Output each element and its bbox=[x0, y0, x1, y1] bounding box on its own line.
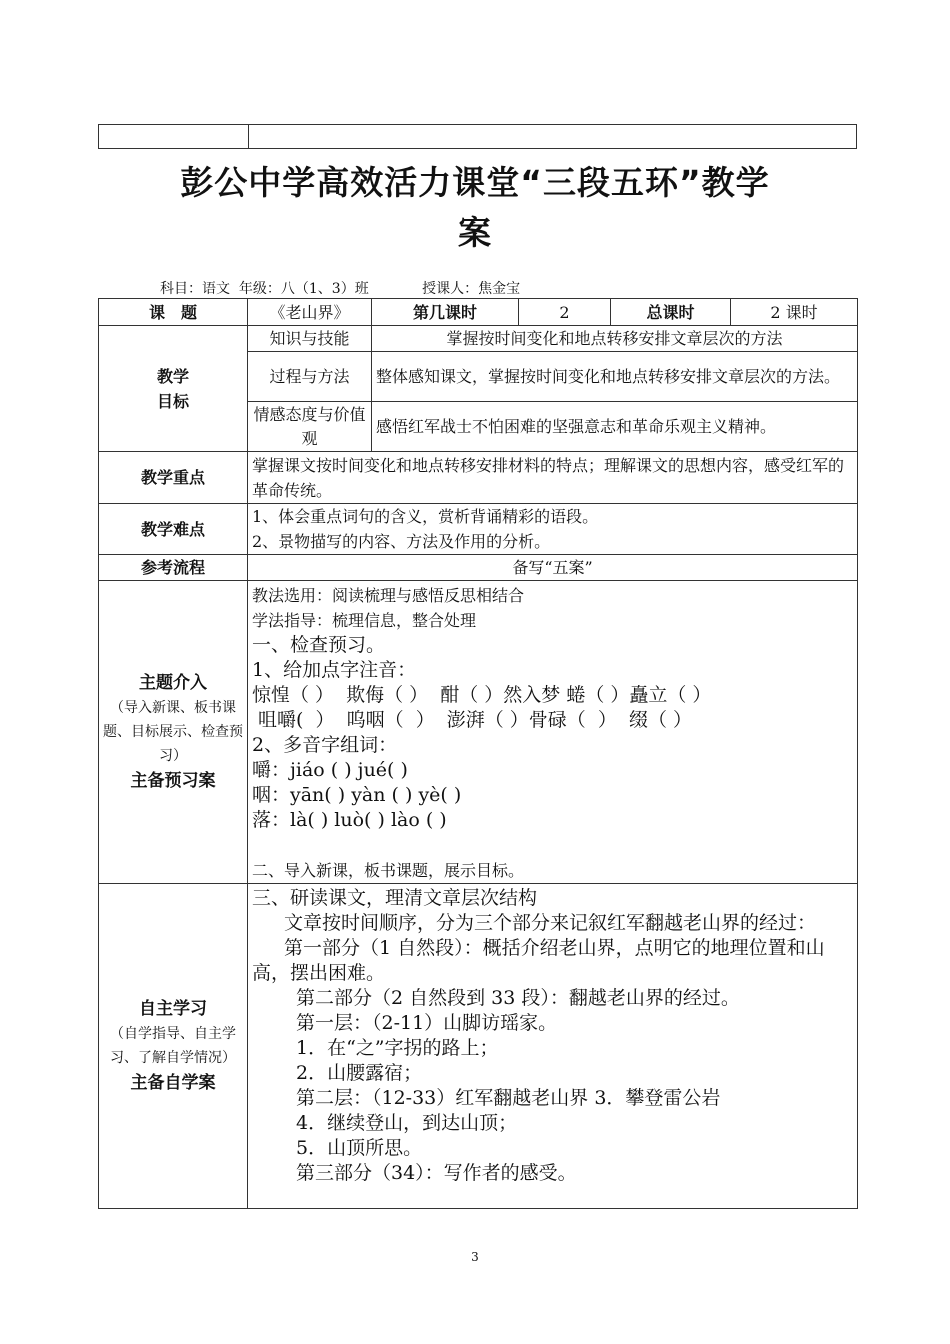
topic-label: 课 题 bbox=[99, 299, 248, 326]
objective-text: 掌握按时间变化和地点转移安排文章层次的方法 bbox=[372, 326, 858, 352]
self-study-content bbox=[248, 884, 858, 1209]
study-line: 第一部分（1 自然段）：概括介绍老山界，点明它的地理位置和山高，摆出困难。 bbox=[252, 937, 825, 984]
intro-content bbox=[248, 581, 858, 884]
subject-meta: 科目：语文 年级：八（1、3）班 授课人：焦金宝 bbox=[160, 281, 521, 297]
preview-line: 咀嚼( ） 呜咽（ ） 澎湃（ ）骨碌（ ） 缀（ ） bbox=[252, 709, 693, 731]
study-line: 4．继续登山，到达山顶； bbox=[296, 1112, 518, 1134]
intro-subtitle: （导入新课、板书课题、目标展示、检查预习） bbox=[103, 700, 243, 764]
preview-line: 落：là( ) luò( ) lào ( ) bbox=[252, 809, 447, 831]
preview-line: 咽：yān( ) yàn ( ) yè( ) bbox=[252, 784, 462, 806]
page-number: 3 bbox=[471, 1250, 479, 1264]
topic-value: 《老山界》 bbox=[248, 299, 372, 326]
key-points-text: 掌握课文按时间变化和地点转移安排材料的特点；理解课文的思想内容，感受红军的革命传统。 bbox=[248, 452, 858, 504]
flow-row bbox=[99, 555, 858, 581]
objective-name: 过程与方法 bbox=[248, 352, 372, 402]
lesson-plan-table bbox=[98, 298, 858, 1209]
study-line: 三、研读课文，理清文章层次结构 bbox=[252, 887, 538, 909]
difficulties-row bbox=[99, 504, 858, 555]
key-points-row bbox=[99, 452, 858, 504]
objective-name: 情感态度与价值观 bbox=[248, 402, 372, 452]
objective-text: 整体感知课文，掌握按时间变化和地点转移安排文章层次的方法。 bbox=[372, 352, 858, 402]
method-line: 教法选用：阅读梳理与感悟反思相结合 bbox=[252, 586, 525, 605]
lesson-no-label: 第几课时 bbox=[372, 299, 519, 326]
intro-closing: 二、导入新课，板书课题，展示目标。 bbox=[252, 861, 525, 880]
flow-value: 备写“五案” bbox=[248, 555, 858, 581]
objectives-label bbox=[99, 326, 248, 452]
preview-line: 嚼：jiáo ( ) jué( ) bbox=[252, 759, 408, 781]
key-points-label: 教学重点 bbox=[99, 452, 248, 504]
preview-line: 1、给加点字注音： bbox=[252, 659, 417, 681]
objective-name: 知识与技能 bbox=[248, 326, 372, 352]
preview-line: 2、多音字组词： bbox=[252, 734, 398, 756]
self-study-title: 自主学习 bbox=[139, 999, 207, 1019]
difficulties-text bbox=[248, 504, 858, 555]
self-study-label-cell bbox=[99, 884, 248, 1209]
objectives-label-line1: 教学 bbox=[156, 366, 189, 386]
self-study-subtitle: （自学指导、自主学习、了解自学情况） bbox=[110, 1026, 236, 1066]
top-blank-table bbox=[98, 124, 857, 149]
self-study-case: 主备自学案 bbox=[130, 1073, 216, 1093]
study-line: 第一层：（2-11）山脚访瑶家。 bbox=[296, 1012, 558, 1034]
study-line: 第二部分（2 自然段到 33 段）：翻越老山界的经过。 bbox=[296, 987, 740, 1009]
lesson-no-value: 2 bbox=[519, 299, 611, 326]
study-line: 2．山腰露宿； bbox=[296, 1062, 423, 1084]
self-study-row bbox=[99, 884, 858, 1209]
difficulty-line: 1、体会重点词句的含义，赏析背诵精彩的语段。 bbox=[252, 507, 599, 526]
intro-label-cell bbox=[99, 581, 248, 884]
intro-case: 主备预习案 bbox=[130, 771, 216, 791]
objective-row-1 bbox=[99, 326, 858, 352]
study-line: 5．山顶所思。 bbox=[296, 1137, 423, 1159]
study-line: 1．在“之”字拐的路上； bbox=[296, 1037, 499, 1059]
intro-row bbox=[99, 581, 858, 884]
method-line: 学法指导：梳理信息，整合处理 bbox=[252, 611, 477, 630]
spacer bbox=[252, 833, 853, 858]
study-line: 第三部分（34）：写作者的感受。 bbox=[296, 1162, 577, 1184]
objectives-label-line2: 目标 bbox=[156, 391, 189, 411]
study-line: 第二层：（12-33）红军翻越老山界 3．攀登雷公岩 bbox=[296, 1087, 721, 1109]
top-table-divider bbox=[248, 125, 249, 148]
page-title-line2: 案 bbox=[458, 213, 492, 252]
page-title-line1: 彭公中学高效活力课堂“三段五环”教学 bbox=[180, 163, 770, 202]
difficulty-line: 2、景物描写的内容、方法及作用的分析。 bbox=[252, 532, 551, 551]
preview-line: 一、检查预习。 bbox=[252, 634, 386, 656]
difficulties-label: 教学难点 bbox=[99, 504, 248, 555]
study-line: 文章按时间顺序，分为三个部分来记叙红军翻越老山界的经过： bbox=[284, 912, 817, 934]
total-label: 总课时 bbox=[611, 299, 731, 326]
topic-row bbox=[99, 299, 858, 326]
preview-line: 惊惶（ ） 欺侮（ ） 酣（ ）然入梦 蜷（ ）矗立（ ） bbox=[252, 684, 712, 706]
total-value: 2 课时 bbox=[731, 299, 858, 326]
intro-title: 主题介入 bbox=[139, 673, 207, 693]
flow-label: 参考流程 bbox=[99, 555, 248, 581]
objective-text: 感悟红军战士不怕困难的坚强意志和革命乐观主义精神。 bbox=[372, 402, 858, 452]
